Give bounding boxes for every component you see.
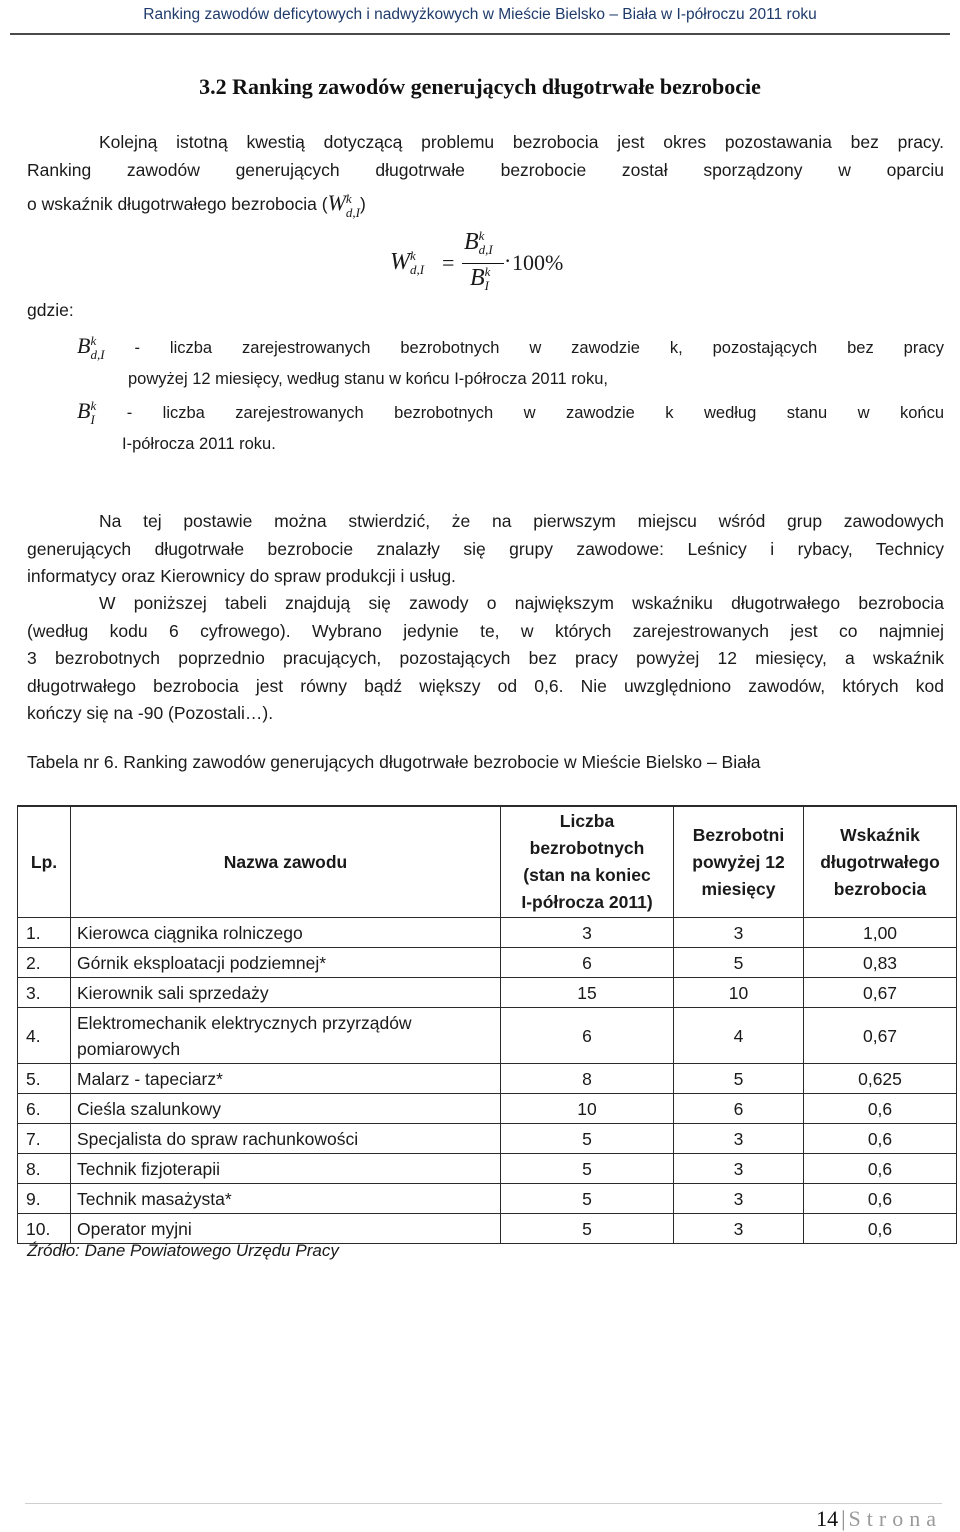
cell-occupation-line-1: Elektromechanik elektrycznych przyrządów — [77, 1012, 412, 1033]
analysis-p1-line-2: generujących długotrwałe bezrobocie znalazły się grupy zawodowe: Leśnicy i rybacy, Technicy — [27, 538, 944, 559]
inline-W-sup: k — [345, 190, 352, 206]
def1-symbol-sup: k — [90, 332, 97, 348]
intro-line-3-prefix: o wskaźnik długotrwałego bezrobocia ( — [27, 194, 328, 214]
formula-num-sup: k — [478, 228, 485, 244]
table-source-note: Źródło: Dane Powiatowego Urzędu Pracy — [27, 1241, 339, 1260]
cell-count: 6 — [501, 948, 674, 978]
cell-count: 3 — [501, 918, 674, 948]
cell-index: 1,00 — [804, 918, 957, 948]
cell-long-term: 3 — [674, 1184, 804, 1214]
footer-divider — [25, 1503, 942, 1504]
formula-lhs-sup: k — [410, 248, 416, 264]
formula-num-sub: d,I — [478, 242, 493, 258]
header-long-line-2: powyżej 12 — [692, 851, 785, 872]
intro-line-3 — [27, 184, 944, 223]
cell-index: 0,6 — [804, 1154, 957, 1184]
cell-occupation-line-2: pomiarowych — [77, 1038, 181, 1059]
analysis-paragraph-2 — [27, 590, 944, 728]
cell-long-term: 5 — [674, 948, 804, 978]
header-lp: Lp. — [18, 806, 71, 918]
long-term-unemployment-formula — [390, 228, 590, 298]
definition-bki-line-1 — [77, 395, 944, 429]
intro-line-1: Kolejną istotną kwestią dotyczącą problemu bezrobocia jest okres pozostawania bez pracy. — [99, 132, 944, 152]
page-word: Strona — [848, 1506, 942, 1531]
cell-count: 15 — [501, 978, 674, 1008]
formula-num-B: B — [464, 229, 479, 255]
cell-lp: 4. — [18, 1008, 71, 1064]
inline-symbol-W-scripts — [346, 192, 360, 219]
table-row — [18, 978, 957, 1008]
analysis-p2-line-5: kończy się na -90 (Pozostali…). — [27, 703, 274, 723]
cell-occupation: Kierownik sali sprzedaży — [71, 978, 501, 1008]
analysis-paragraph-1 — [27, 508, 944, 591]
cell-count: 8 — [501, 1064, 674, 1094]
intro-line-3-suffix: ) — [360, 194, 366, 214]
cell-occupation: Operator myjni — [71, 1214, 501, 1244]
cell-occupation: Kierowca ciągnika rolniczego — [71, 918, 501, 948]
cell-long-term: 4 — [674, 1008, 804, 1064]
def1-symbol-B: B — [77, 333, 91, 358]
definition-bki-line-2: I-półrocza 2011 roku. — [122, 435, 276, 453]
table-header-row — [18, 806, 957, 918]
formula-lhs — [390, 248, 424, 276]
header-long-term-index — [804, 806, 957, 918]
analysis-p2-line-3: 3 bezrobotnych poprzednio pracujących, pozostających bez pracy powyżej 12 miesięcy, a wskaźnik — [27, 648, 944, 668]
cell-count: 5 — [501, 1154, 674, 1184]
header-idx-line-1: Wskaźnik — [840, 824, 920, 845]
def2-symbol-sub: I — [90, 411, 95, 427]
cell-index: 0,6 — [804, 1094, 957, 1124]
header-unemployed-count — [501, 806, 674, 918]
cell-count: 5 — [501, 1184, 674, 1214]
cell-count: 5 — [501, 1124, 674, 1154]
cell-lp: 5. — [18, 1064, 71, 1094]
table-row — [18, 918, 957, 948]
table-row — [18, 1064, 957, 1094]
cell-occupation: Specjalista do spraw rachunkowości — [71, 1124, 501, 1154]
header-long-line-1: Bezrobotni — [692, 824, 785, 845]
cell-long-term: 3 — [674, 1154, 804, 1184]
inline-W-sub: d,I — [345, 204, 360, 220]
page-number-separator: | — [841, 1506, 846, 1531]
header-count-line-3: (stan na koniec — [523, 865, 651, 885]
long-term-unemployment-ranking-table — [17, 805, 957, 1244]
formula-denominator — [470, 264, 490, 292]
cell-long-term: 3 — [674, 918, 804, 948]
cell-count: 6 — [501, 1008, 674, 1064]
page-number-value: 14 — [816, 1506, 839, 1531]
cell-occupation: Technik masażysta* — [71, 1184, 501, 1214]
cell-occupation: Cieśla szalunkowy — [71, 1094, 501, 1124]
cell-index: 0,67 — [804, 1008, 957, 1064]
cell-long-term: 6 — [674, 1094, 804, 1124]
cell-lp: 7. — [18, 1124, 71, 1154]
formula-multiply-dot: · — [504, 248, 512, 273]
cell-lp: 3. — [18, 978, 71, 1008]
table-row — [18, 1124, 957, 1154]
cell-lp: 6. — [18, 1094, 71, 1124]
analysis-p1-line-1: Na tej postawie można stwierdzić, że na pierwszym miejscu wśród grup zawodowych — [99, 511, 944, 531]
cell-index: 0,83 — [804, 948, 957, 978]
header-long-line-3: miesięcy — [701, 878, 776, 899]
formula-lhs-sub: d,I — [410, 262, 425, 278]
where-label: gdzie: — [27, 300, 74, 320]
intro-line-2: Ranking zawodów generujących długotrwałe bezrobocie został sporządzony w oparciu — [27, 160, 944, 180]
header-idx-line-2: długotrwałego — [820, 851, 940, 872]
analysis-p2-line-2: (według kodu 6 cyfrowego). Wybrano jedynie te, w których zarejestrowanych jest co najmniej — [27, 620, 944, 641]
cell-lp: 1. — [18, 918, 71, 948]
formula-den-sub: I — [484, 278, 490, 294]
def2-symbol-sup: k — [90, 397, 97, 413]
header-count-line-4: I-półrocza 2011) — [521, 892, 653, 912]
page-number — [816, 1506, 942, 1532]
cell-lp: 10. — [18, 1214, 71, 1244]
def2-text: - liczba zarejestrowanych bezrobotnych w zawodzie k według stanu w końcu — [126, 404, 944, 422]
cell-long-term: 5 — [674, 1064, 804, 1094]
cell-index: 0,625 — [804, 1064, 957, 1094]
cell-lp: 8. — [18, 1154, 71, 1184]
cell-count: 5 — [501, 1214, 674, 1244]
running-header: Ranking zawodów deficytowych i nadwyżkowych w Mieście Bielsko – Biała w I-półroczu 2011 roku — [143, 6, 817, 23]
cell-long-term: 3 — [674, 1124, 804, 1154]
formula-percent: 100% — [512, 250, 564, 275]
header-idx-line-3: bezrobocia — [833, 878, 927, 899]
cell-long-term: 3 — [674, 1214, 804, 1244]
header-count-line-1: Liczba — [559, 811, 615, 831]
cell-occupation: Technik fizjoterapii — [71, 1154, 501, 1184]
formula-equals: = — [442, 250, 455, 275]
header-count-line-2: bezrobotnych — [529, 838, 645, 858]
cell-long-term: 10 — [674, 978, 804, 1008]
formula-den-B: B — [470, 265, 485, 291]
analysis-p2-line-4: długotrwałego bezrobocia jest równy bądź większy od 0,6. Nie uwzględniono zawodów, których kod — [27, 675, 944, 696]
cell-index: 0,6 — [804, 1214, 957, 1244]
definition-bkdi-line-1 — [77, 330, 944, 364]
table-row — [18, 1094, 957, 1124]
table-row — [18, 1214, 957, 1244]
cell-index: 0,67 — [804, 978, 957, 1008]
header-occupation-name: Nazwa zawodu — [71, 806, 501, 918]
def1-text: - liczba zarejestrowanych bezrobotnych w zawodzie k, pozostających bez pracy — [134, 339, 944, 357]
definition-bki — [77, 395, 944, 460]
section-title: 3.2 Ranking zawodów generujących długotrwałe bezrobocie — [199, 74, 761, 99]
analysis-p1-line-3: informatycy oraz Kierownicy do spraw produkcji i usług. — [27, 566, 456, 586]
definition-bkdi-line-2: powyżej 12 miesięcy, według stanu w końcu I-półrocza 2011 roku, — [128, 370, 608, 388]
header-divider — [10, 33, 950, 35]
cell-index: 0,6 — [804, 1184, 957, 1214]
cell-index: 0,6 — [804, 1124, 957, 1154]
formula-den-sup: k — [484, 264, 491, 280]
cell-lp: 9. — [18, 1184, 71, 1214]
def2-symbol-B: B — [77, 398, 91, 423]
table-row — [18, 1008, 957, 1064]
header-long-term-unemployed — [674, 806, 804, 918]
table-caption: Tabela nr 6. Ranking zawodów generujących długotrwałe bezrobocie w Mieście Bielsko – Biała — [27, 752, 761, 772]
analysis-p2-line-1: W poniższej tabeli znajdują się zawody o największym wskaźniku długotrwałego bezrobocia — [99, 593, 944, 613]
formula-numerator — [464, 228, 493, 256]
cell-lp: 2. — [18, 948, 71, 978]
table-row — [18, 1184, 957, 1214]
inline-symbol-W: W — [327, 190, 346, 215]
cell-count: 10 — [501, 1094, 674, 1124]
formula-lhs-W: W — [390, 249, 410, 275]
def1-symbol-sub: d,I — [90, 346, 105, 362]
cell-occupation: Górnik eksploatacji podziemnej* — [71, 948, 501, 978]
table-row — [18, 948, 957, 978]
cell-occupation — [71, 1008, 501, 1064]
intro-paragraph — [27, 128, 944, 223]
table-row — [18, 1154, 957, 1184]
cell-occupation: Malarz - tapeciarz* — [71, 1064, 501, 1094]
definition-bkdi — [77, 330, 944, 395]
